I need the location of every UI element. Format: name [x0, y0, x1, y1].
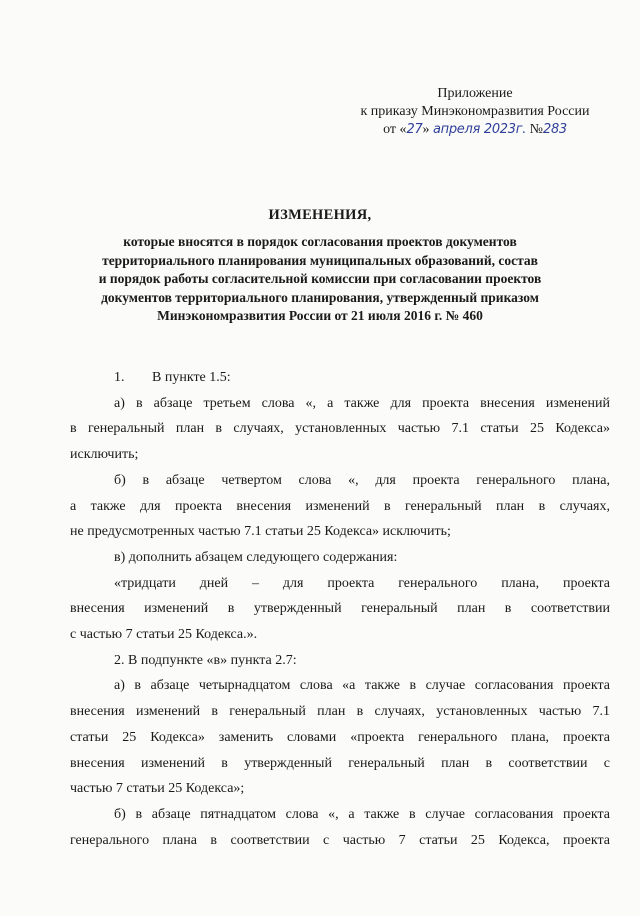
- text-line: в) дополнить абзацем следующего содержания:: [114, 549, 398, 565]
- item-1-heading-text: В пункте 1.5:: [152, 370, 231, 385]
- text-line: б) в абзаце четвертом слова «, для проекта генерального плана,: [114, 472, 610, 488]
- item-1-a: [70, 391, 610, 468]
- appendix-label: Приложение: [437, 86, 513, 101]
- text-line: частью 7 статьи 25 Кодекса»;: [70, 781, 245, 797]
- item-1-quote: [70, 571, 610, 648]
- item-2-heading: [70, 648, 610, 674]
- item-2-a: [70, 673, 610, 802]
- handwritten-month-year: апреля 2023г.: [432, 122, 527, 137]
- item-1-heading: [70, 365, 610, 391]
- text-line: а также для проекта внесения изменений в генеральный план в случаях,: [70, 498, 610, 514]
- appendix-order-ref: к приказу Минэкономразвития России: [360, 104, 590, 119]
- item-1-b: [70, 468, 610, 545]
- text-line: генерального плана в соответствии с частью 7 статьи 25 Кодекса, проекта: [70, 832, 610, 848]
- subtitle-line: территориального планирования муниципальных образований, состав: [102, 252, 538, 268]
- text-line: внесения изменений в утвержденный генеральный план в соответствии с: [70, 755, 610, 771]
- item-2-b: [70, 802, 610, 853]
- text-line: а) в абзаце третьем слова «, а также для проекта внесения изменений: [114, 395, 610, 411]
- text-line: с частью 7 статьи 25 Кодекса.».: [70, 627, 258, 643]
- text-line: внесения изменений в генеральный план в случаях, установленных частью 7.1: [70, 704, 610, 720]
- text-line: б) в абзаце пятнадцатом слова «, а также в случае согласования проекта: [114, 806, 610, 822]
- subtitle-line: Минэкономразвития России от 21 июля 2016 г. № 460: [157, 308, 483, 323]
- subtitle-line: которые вносятся в порядок согласования проектов документов: [123, 234, 517, 249]
- text-line: в генеральный план в случаях, установленных частью 7.1 статьи 25 Кодекса»: [70, 421, 610, 437]
- text-line: внесения изменений в утвержденный генеральный план в соответствии: [70, 601, 610, 617]
- date-quote-close: »: [422, 122, 430, 137]
- number-sign: №: [529, 122, 543, 137]
- handwritten-day: 27: [406, 122, 423, 137]
- handwritten-number: 283: [542, 122, 567, 137]
- appendix-block: [340, 85, 610, 139]
- text-line: 2. В подпункте «в» пункта 2.7:: [114, 652, 297, 668]
- text-line: статьи 25 Кодекса» заменить словами «проекта генерального плана, проекта: [70, 729, 610, 745]
- item-1-v: [70, 545, 610, 571]
- document-subtitle: [90, 233, 550, 326]
- appendix-date-line: [340, 121, 610, 139]
- text-line: исключить;: [70, 447, 139, 463]
- subtitle-line: и порядок работы согласительной комиссии при согласовании проектов: [98, 271, 542, 286]
- text-line: не предусмотренных частью 7.1 статьи 25 Кодекса» исключить;: [70, 524, 451, 540]
- text-line: а) в абзаце четырнадцатом слова «а также в случае согласования проекта: [114, 678, 610, 694]
- document-title: ИЗМЕНЕНИЯ,: [268, 207, 372, 223]
- text-line: «тридцати дней – для проекта генерального плана, проекта: [114, 575, 610, 591]
- item-1-number: 1.: [114, 370, 125, 385]
- subtitle-line: документов территориального планирования, утвержденный приказом: [101, 289, 539, 305]
- document-body: [70, 365, 610, 853]
- date-prefix: от «: [383, 122, 407, 137]
